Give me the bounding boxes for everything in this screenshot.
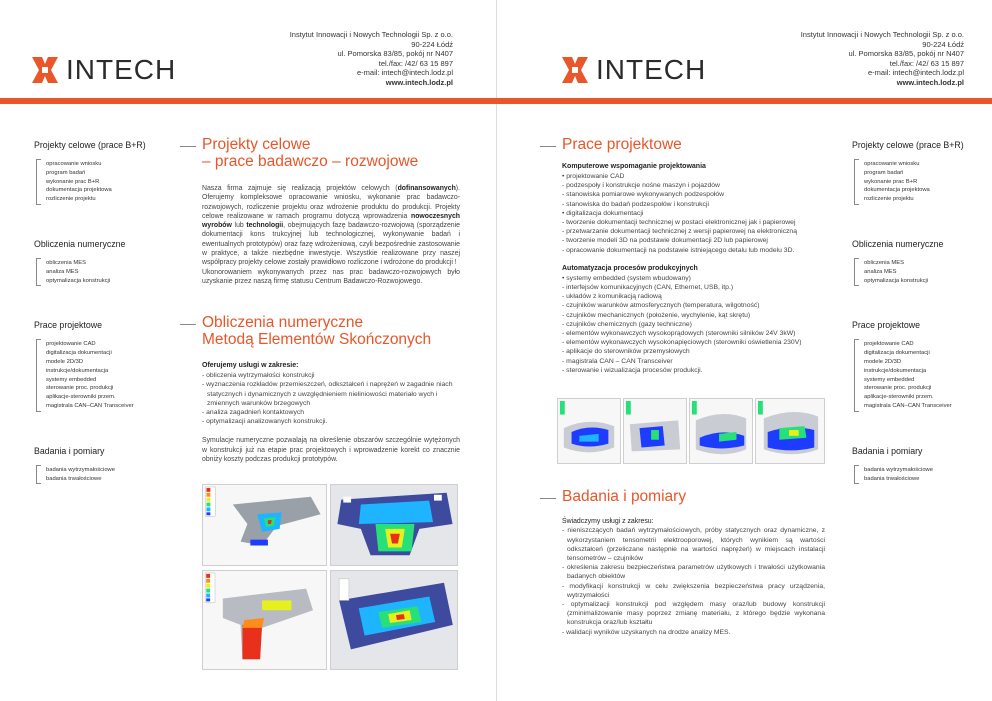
heading-bracket (540, 146, 556, 147)
list-item: - interfejsów komunikacyjnych (CAN, Ethernet, USB, itp.) (562, 284, 734, 292)
list-item: - optymalizacji analizowanych konstrukcji. (202, 418, 328, 426)
list-item: - modyfikacji konstrukcji w celu zwiększenia bezpieczeństwa pracy urządzenia, wytrzymałości (562, 582, 825, 599)
sidebar-item: instrukcje/dokumentacja (864, 367, 927, 374)
list-item: - przetwarzanie dokumentacji technicznej z wersji papierowej na elektroniczną (562, 228, 797, 236)
sidebar-item: rozliczenie projektu (46, 196, 96, 203)
sidebar-item: modele 2D/3D (864, 358, 902, 365)
intech-logo-icon (30, 55, 60, 85)
text-run: lub (231, 222, 247, 230)
sidebar-item: rozliczenie projektu (864, 196, 914, 203)
services-block (180, 362, 460, 464)
services-title: Oferujemy usługi w zakresie: (202, 362, 299, 370)
sidebar-item: systemy embedded (864, 376, 915, 383)
fea-image (623, 398, 687, 464)
automation-list (562, 274, 825, 375)
list-item: - optymalizacji konstrukcji pod względem masy oraz/lub budowy konstrukcji (zminimalizowanie masy poprzez zmianę materiału, z którego będzie wykonana konstrukcja oraz/lub kształtu (562, 600, 825, 627)
header-divider (0, 98, 992, 104)
heading-bracket (180, 146, 196, 147)
sidebar-item: dokumentacja projektowa (46, 187, 112, 194)
text-run: , obejmujących fazę badawczo-rozwojową (sporządzenie dokumentacji kons trukcyjnej lub technologicznej, wykonywanie badań i ewentualnych prototypów) oraz fazę wdrożeniową, czyli bezpośrednie zastosowanie w praktyce, a także niezbędne inwestycje. Wszystkie realizowane przy naszej współpracy projekty celowe zostały prawidłowo rozliczone i wdrożone do produkcji ! (202, 222, 460, 267)
fea-image (330, 570, 458, 670)
sidebar-item: sterowanie proc. produkcji (46, 385, 114, 392)
fea-image (755, 398, 825, 464)
sidebar-item: analiza MES (46, 268, 79, 275)
list-item: • projektowanie CAD (562, 173, 625, 180)
list-item: - układów z komunikacją radiową (562, 293, 662, 301)
heading-line: Prace projektowe (562, 136, 682, 153)
left-main-column (180, 136, 460, 464)
heading-bracket (180, 324, 196, 325)
sidebar-section-title: Badania i pomiary (34, 445, 105, 456)
sidebar-item: digitalizacja dokumentacji (864, 350, 930, 357)
sidebar-item: systemy embedded (46, 376, 97, 383)
text-run: ). Oferujemy kompleksowe opracowanie wniosku, wykonanie prac badawczo-rozwojowych, rozliczenie projektu oraz wdrożenie produktu do produkcji. Projekty celowe realizowane w ramach programu dotyczą wprowadzenia (202, 185, 460, 220)
list-item: - nieniszczących badań wytrzymałościowych, próby statycznych oraz dynamiczne, z wykorzystaniem tensometrii elektrooporowej, których wynikiem są wartości odkształceń (przeliczane następnie na wartości naprężeń) w miejscach instalacji tensometrów – czujników (562, 527, 825, 562)
list-item: - tworzenie modeli 3D na podstawie dokumentacji 2D lub papierowej (562, 237, 768, 245)
intro-paragraph (180, 184, 460, 286)
sidebar-item: badania trwałościowe (46, 475, 102, 482)
sidebar-section-title: Obliczenia numeryczne (34, 238, 126, 249)
sidebar-section-title: Projekty celowe (prace B+R) (852, 140, 964, 150)
sidebar-item: program badań (864, 169, 904, 176)
address-line: Instytut Innowacji i Nowych Technologii Sp. z o.o. (289, 30, 453, 39)
heading-line: Projekty celowe (202, 136, 311, 153)
sidebar-item: modele 2D/3D (46, 358, 84, 365)
address-line: e-mail: intech@intech.lodz.pl (868, 68, 964, 77)
sidebar-item: projektowanie CAD (864, 341, 914, 348)
list-item: - podzespoły i konstrukcje nośne maszyn i pojazdów (562, 182, 720, 190)
sidebar-item: aplikacje-sterowniki przem. (46, 394, 116, 401)
sidebar-item: aplikacje-sterowniki przem. (864, 394, 934, 401)
right-tests-column (540, 488, 825, 637)
text-run-bold: dofinansowanych (397, 185, 456, 192)
sidebar-item: program badań (46, 169, 86, 176)
address-line: 90-224 Łódź (411, 39, 453, 49)
sidebar-item: magistrala CAN–CAN Transceiver (46, 402, 134, 409)
sidebar-item: magistrala CAN–CAN Transceiver (864, 402, 952, 409)
address-line: tel./fax: /42/ 63 15 897 (889, 58, 964, 68)
website-link[interactable]: www.intech.lodz.pl (385, 77, 453, 87)
section-heading (540, 488, 825, 505)
sidebar-list (36, 339, 164, 411)
tests-list (562, 526, 825, 636)
list-item: - magistrala CAN – CAN Transceiver (562, 357, 673, 365)
section-heading (180, 314, 460, 348)
heading-bracket (540, 498, 556, 499)
section-heading (180, 136, 460, 170)
right-main-column (540, 136, 825, 375)
address-line: e-mail: intech@intech.lodz.pl (357, 68, 453, 77)
right-sidebar (852, 140, 982, 518)
sidebar-list (36, 258, 164, 286)
text-run-bold: nowoczesnych wyrobów (202, 212, 460, 230)
sidebar-item: dokumentacja projektowa (864, 187, 930, 194)
tests-block (540, 517, 825, 637)
sidebar-section-title: Badania i pomiary (852, 445, 923, 456)
cad-block (540, 163, 825, 375)
intech-logo (560, 54, 706, 86)
automation-title: Automatyzacja procesów produkcyjnych (562, 264, 698, 272)
sidebar-item: wykonanie prac B+R (864, 178, 918, 185)
heading-line: – prace badawczo – rozwojowe (202, 153, 419, 170)
list-item: - elementów wykonawczych wysokonapięciowych (sterowniki oświetlenia 230V) (562, 339, 802, 347)
list-item: - opracowanie dokumentacji na podstawie istniejącego detalu lub modelu 3D. (562, 246, 795, 254)
sidebar-item: badania trwałościowe (864, 475, 920, 482)
fea-image (202, 570, 327, 670)
logo-text: INTECH (66, 54, 177, 85)
list-item: - aplikacje do sterowników przemysłowych (562, 348, 690, 356)
list-item: - analiza zagadnień kontaktowych (202, 409, 305, 417)
list-item: - czujników mechanicznych (położenie, wychylenie, kąt skrętu) (562, 311, 751, 319)
address-block (290, 30, 453, 87)
sidebar-item: obliczenia MES (864, 259, 904, 266)
fea-image (689, 398, 753, 464)
sidebar-item: instrukcje/dokumentacja (46, 367, 109, 374)
sidebar-item: obliczenia MES (46, 259, 86, 266)
section-heading (540, 136, 825, 153)
sidebar-item: digitalizacja dokumentacji (46, 350, 112, 357)
address-line: ul. Pomorska 83/85, pokój nr N407 (337, 49, 453, 58)
list-item: - stanowiska do badań podzespołów i konstrukcji (562, 200, 709, 208)
sidebar-section-title: Obliczenia numeryczne (852, 238, 944, 249)
sidebar-item: optymalizacja konstrukcji (46, 277, 111, 284)
sidebar-list (36, 465, 164, 485)
list-item: - wyznaczenia rozkładów przemieszczeń, odkształceń i naprężeń w zagadnie niach statycznych i dynamicznych z uwzględnieniem nieliniowości materiało wych i zmiennych warunków brzegowych (202, 381, 453, 407)
heading-line: Obliczenia numeryczne (202, 314, 364, 332)
cad-list (562, 172, 825, 255)
heading-line: Badania i pomiary (562, 488, 687, 505)
text-run: Nasza firma zajmuje się realizacją projektów celowych ( (202, 185, 398, 192)
website-link[interactable]: www.intech.lodz.pl (896, 77, 964, 87)
sidebar-item: sterowanie proc. produkcji (864, 385, 932, 392)
list-item: • systemy embedded (system wbudowany) (562, 274, 691, 282)
list-item: - czujników chemicznych (gazy techniczne) (562, 320, 692, 328)
list-item: - czujników warunków atmosferycznych (temperatura, wilgotność) (562, 302, 760, 310)
status-paragraph: Ukonorowaniem wykonywanych przez nas prac badawczo-rozwojowych było uzyskanie przez naszą firmę statusu Centrum Badawczo-Rozwojowego. (202, 268, 460, 285)
list-item: - obliczenia wytrzymałości konstrukcji (202, 372, 315, 380)
list-item: - stanowiska pomiarowe wykonywanych podzespołów (562, 191, 725, 199)
services-list (202, 371, 460, 426)
sidebar-item: badania wytrzymałościowe (46, 466, 115, 473)
address-line: Instytut Innowacji i Nowych Technologii Sp. z o.o. (800, 30, 964, 39)
sidebar-list (854, 339, 982, 411)
logo-text: INTECH (596, 54, 707, 85)
list-item: - określenia zakresu bezpieczeństwa parametrów użytkowych i trwałości użytkowania badanych obiektów (562, 564, 825, 581)
sidebar-item: opracowanie wniosku (46, 161, 102, 167)
text-run-bold: technologii (246, 222, 284, 230)
sidebar-item: optymalizacja konstrukcji (864, 277, 929, 284)
cad-title: Komputerowe wspomaganie projektowania (562, 163, 706, 170)
fea-image (330, 484, 458, 566)
left-sidebar (34, 140, 164, 518)
sidebar-item: wykonanie prac B+R (46, 178, 100, 185)
sidebar-item: analiza MES (864, 268, 897, 275)
sidebar-item: opracowanie wniosku (864, 161, 920, 167)
sidebar-item: projektowanie CAD (46, 341, 96, 348)
address-block (801, 30, 964, 87)
list-item: - elementów wykonawczych wysokoprądowych (sterowniki silników 24V 3kW) (562, 330, 796, 338)
fea-image (557, 398, 621, 464)
sidebar-item: badania wytrzymałościowe (864, 466, 933, 473)
sidebar-section-title: Projekty celowe (prace B+R) (34, 140, 146, 150)
list-item: - tworzenie dokumentacji technicznej w postaci elektronicznej jak i papierowej (562, 219, 796, 227)
list-item: - sterowanie i wizualizacja procesów produkcji. (562, 366, 703, 374)
list-item: - walidacji wyników uzyskanych na drodze analizy MES. (562, 628, 731, 636)
address-line: tel./fax: /42/ 63 15 897 (378, 58, 453, 68)
sidebar-section-title: Prace projektowe (34, 320, 102, 331)
heading-line: Metodą Elementów Skończonych (202, 331, 432, 349)
simulation-paragraph: Symulacje numeryczne pozwalają na określenie obszarów szczególnie wytężonych w konstrukcji już na etapie prac projektowych i wprowadzenie korekt co znacznie obniży koszty podczas produkcji prototypów. (202, 437, 460, 464)
fea-image (202, 484, 327, 566)
intech-logo (30, 54, 176, 86)
list-item: • digitalizacja dokumentacji (562, 209, 644, 217)
sidebar-list (36, 159, 164, 205)
address-line: ul. Pomorska 83/85, pokój nr N407 (848, 49, 964, 58)
sidebar-list (854, 465, 982, 485)
tests-title: Świadczymy usługi z zakresu: (562, 518, 654, 525)
address-line: 90-224 Łódź (922, 39, 964, 49)
intech-logo-icon (560, 55, 590, 85)
sidebar-section-title: Prace projektowe (852, 320, 920, 331)
sidebar-list (854, 159, 982, 205)
sidebar-list (854, 258, 982, 286)
